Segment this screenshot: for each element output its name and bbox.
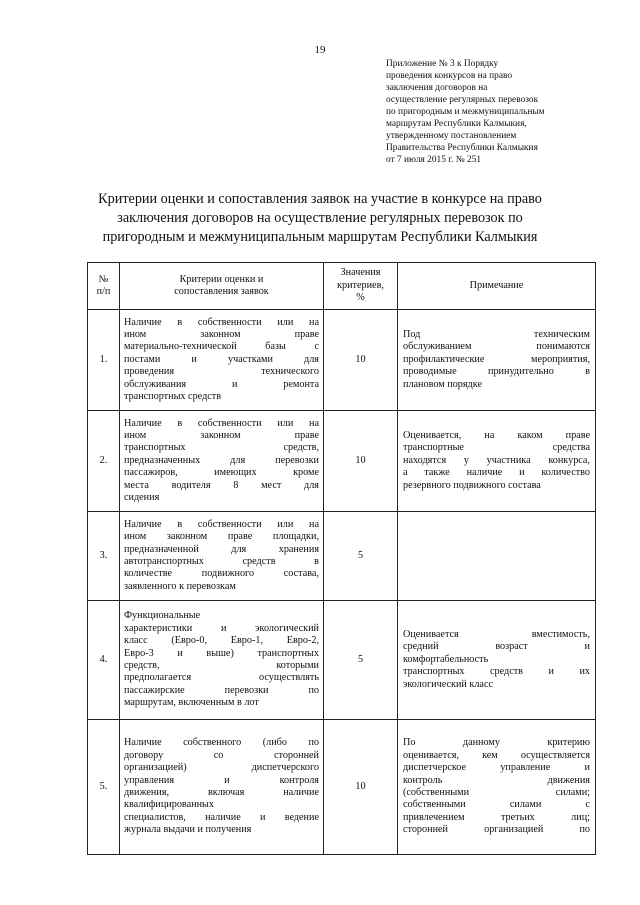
title-line: пригородным и межмуниципальным маршрутам Республики Калмыкия [102, 229, 538, 245]
criteria-line: Функциональные [124, 610, 201, 622]
note-line: находятся у участника конкурса, [403, 454, 590, 466]
header-num-line: № [98, 273, 109, 285]
criteria-line: обслуживания и ремонта [124, 378, 319, 390]
note-cell [398, 310, 596, 411]
note-line: транспортные средства [403, 442, 590, 454]
header-num [88, 263, 120, 310]
note-line: Оценивается вместимость, [403, 628, 590, 640]
criteria-table [87, 262, 596, 855]
criteria-cell [120, 310, 324, 411]
criteria-line: ином законном праве площадки, [124, 531, 319, 543]
note-line: профилактические мероприятия, [403, 353, 590, 365]
criteria-line: договору со сторонней [124, 749, 319, 761]
criteria-line: пассажиров, имеющих кроме [124, 467, 319, 479]
criteria-line: характеристики и экологический [124, 622, 319, 634]
criteria-line: класс (Евро-0, Евро-1, Евро-2, [124, 635, 319, 647]
table-row [88, 310, 596, 411]
header-value-line: Значения [340, 267, 381, 279]
criteria-line: Наличие в собственности или на [124, 417, 319, 429]
criteria-line: постами и участками для [124, 353, 319, 365]
criteria-line: ином законном праве [124, 429, 319, 441]
criteria-line: журнала выдачи и получения [124, 824, 252, 836]
note-line: обслуживанием понимаются [403, 341, 590, 353]
criteria-line: маршрутам, включенным в лот [124, 697, 259, 709]
header-criteria [120, 263, 324, 310]
criteria-line: предназначенной для хранения [124, 543, 319, 555]
criteria-line: ином законном праве [124, 328, 319, 340]
note-line: а также наличие и количество [403, 467, 590, 479]
criteria-line: предназначенных для перевозки [124, 454, 319, 466]
title-line: Критерии оценки и сопоставления заявок на участие в конкурсе на право [98, 191, 542, 207]
criteria-line: сидения [124, 492, 160, 504]
criteria-value: 5 [324, 512, 398, 601]
table-row [88, 411, 596, 512]
document-title [60, 190, 580, 247]
criteria-line: материально-технической базы с [124, 341, 319, 353]
criteria-value: 10 [324, 720, 398, 855]
note-line: оценивается, кем осуществляется [403, 749, 590, 761]
appendix-line: осуществление регулярных перевозок [386, 95, 539, 105]
note-cell [398, 512, 596, 601]
criteria-line: Наличие в собственности или на [124, 518, 319, 530]
header-value [324, 263, 398, 310]
criteria-line: транспортных средств, [124, 442, 319, 454]
table-row [88, 601, 596, 720]
note-cell [398, 720, 596, 855]
header-criteria-line: Критерии оценки и [179, 273, 264, 285]
note-line: проводимые принудительно в [403, 366, 590, 378]
header-criteria-line: сопоставления заявок [174, 286, 269, 297]
criteria-line: транспортных средств [124, 391, 222, 403]
note-line: По данному критерию [403, 737, 590, 749]
criteria-line: движения, включая наличие [124, 787, 319, 798]
criteria-line: Евро-3 и выше) транспортных [124, 647, 319, 659]
appendix-line: от 7 июля 2015 г. № 251 [386, 155, 482, 165]
appendix-note [386, 58, 596, 166]
criteria-line: средств, которыми [124, 660, 319, 671]
table-row [88, 720, 596, 855]
title-line: заключения договоров на осуществление регулярных перевозок по [117, 210, 523, 226]
row-number: 1. [88, 310, 120, 411]
criteria-line: количестве подвижного состава, [124, 568, 319, 580]
note-line: средний возраст и [403, 641, 590, 653]
criteria-line: места водителя 8 мест для [124, 479, 319, 491]
header-value-line: критериев, [337, 279, 384, 291]
criteria-line: специалистов, наличие и ведение [124, 811, 319, 823]
appendix-line: Приложение № 3 к Порядку [386, 59, 499, 69]
note-line: плановом порядке [403, 378, 482, 390]
note-line: Оценивается, на каком праве [403, 429, 590, 441]
note-line: Под техническим [403, 328, 590, 340]
criteria-line: Наличие собственного (либо по [124, 737, 319, 749]
criteria-line: организацией) диспетчерского [124, 762, 319, 774]
note-cell [398, 411, 596, 512]
note-line: диспетчерское управление и [403, 762, 590, 774]
criteria-value: 5 [324, 601, 398, 720]
criteria-value: 10 [324, 310, 398, 411]
note-line: транспортных средств и их [403, 666, 590, 678]
header-note [398, 263, 596, 310]
row-number: 2. [88, 411, 120, 512]
criteria-line: пассажирские перевозки по [124, 684, 319, 696]
criteria-line: заявленного к перевозкам [124, 580, 236, 592]
criteria-cell [120, 512, 324, 601]
appendix-line: маршрутам Республики Калмыкия, [386, 119, 527, 129]
header-num-line: п/п [96, 286, 111, 297]
appendix-line: Правительства Республики Калмыкия [386, 143, 538, 153]
page-number: 19 [314, 44, 326, 56]
row-number: 5. [88, 720, 120, 855]
criteria-line: Наличие в собственности или на [124, 316, 319, 328]
criteria-cell [120, 720, 324, 855]
criteria-value: 10 [324, 411, 398, 512]
note-line: сторонней организацией по [403, 824, 590, 836]
note-line: экологический класс [403, 678, 493, 690]
note-line: (собственными силами; [403, 787, 590, 798]
note-line: комфортабельность [403, 653, 489, 665]
criteria-line: предполагается осуществлять [124, 672, 319, 684]
criteria-cell [120, 411, 324, 512]
appendix-line: проведения конкурсов на право [386, 71, 513, 81]
header-note-line: Примечание [469, 279, 524, 291]
table-header-row [88, 263, 596, 310]
criteria-line: квалифицированных [124, 799, 214, 811]
appendix-line: по пригородным и межмуниципальным [386, 107, 545, 117]
note-line: привлечением третьих лиц; [403, 811, 590, 823]
appendix-line: заключения договоров на [386, 83, 488, 93]
row-number: 3. [88, 512, 120, 601]
criteria-cell [120, 601, 324, 720]
note-line: контроль движения [403, 774, 590, 786]
note-line: собственными силами с [403, 799, 590, 811]
row-number: 4. [88, 601, 120, 720]
criteria-line: автотранспортных средств в [124, 556, 319, 567]
criteria-line: проведения технического [124, 366, 319, 378]
criteria-line: управления и контроля [124, 774, 319, 786]
header-value-line: % [356, 292, 365, 304]
note-line: резервного подвижного состава [403, 479, 541, 491]
note-cell [398, 601, 596, 720]
table-row [88, 512, 596, 601]
appendix-line: утвержденному постановлением [386, 131, 517, 141]
